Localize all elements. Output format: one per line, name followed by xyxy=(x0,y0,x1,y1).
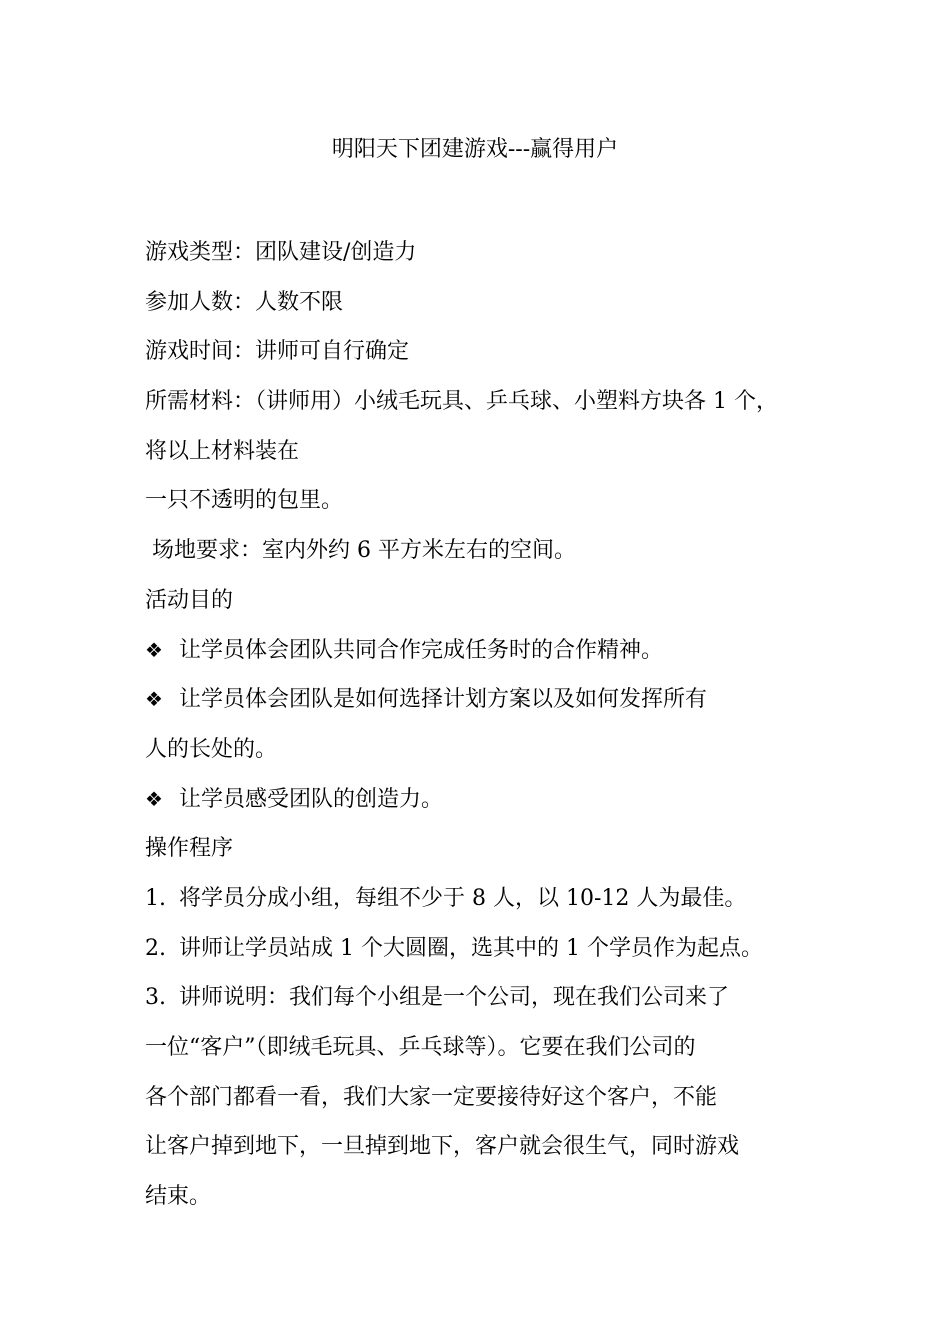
step-item xyxy=(145,924,835,974)
game-time-line: 游戏时间：讲师可自行确定 xyxy=(145,339,410,365)
step-continuation: 让客户掉到地下，一旦掉到地下，客户就会很生气，同时游戏 xyxy=(145,1134,740,1160)
diamond-bullet-icon: ❖ xyxy=(145,786,163,811)
bullet-text: 让学员感受团队的创造力。 xyxy=(179,786,444,812)
step-continuation: 结束。 xyxy=(145,1184,212,1210)
diamond-bullet-icon: ❖ xyxy=(145,687,163,712)
diamond-bullet-icon: ❖ xyxy=(145,637,163,662)
bullet-continuation: 人的长处的。 xyxy=(145,736,278,762)
bullet-text: 让学员体会团队是如何选择计划方案以及如何发挥所有 xyxy=(179,687,708,713)
materials-continuation-line: 将以上材料装在 xyxy=(145,438,300,464)
step-continuation: 一位“客户”（即绒毛玩具、乒乓球等）。它要在我们公司的 xyxy=(145,1035,696,1060)
step-text: 讲师说明：我们每个小组是一个公司，现在我们公司来了 xyxy=(179,985,730,1011)
bullet-text: 让学员体会团队共同合作完成任务时的合作精神。 xyxy=(179,637,664,663)
document-body xyxy=(145,228,835,1222)
step-number: 1. xyxy=(145,885,166,911)
section-purpose-heading: 活动目的 xyxy=(145,587,234,613)
materials-bag-line: 一只不透明的包里。 xyxy=(145,488,344,514)
bullet-item xyxy=(145,675,835,725)
document-title: 明阳天下团建游戏---赢得用户 xyxy=(331,137,619,162)
step-text: 讲师让学员站成 1 个大圆圈，选其中的 1 个学员作为起点。 xyxy=(179,935,763,961)
materials-line: 所需材料：（讲师用）小绒毛玩具、乒乓球、小塑料方块各 1 个， xyxy=(145,389,778,415)
participants-line: 参加人数：人数不限 xyxy=(145,289,344,315)
venue-line xyxy=(145,526,835,576)
bullet-item xyxy=(145,775,835,825)
step-text: 将学员分成小组，每组不少于 8 人，以 10-12 人为最佳。 xyxy=(179,885,747,911)
section-procedure-heading: 操作程序 xyxy=(145,836,234,862)
step-number: 3. xyxy=(145,985,166,1011)
step-item xyxy=(145,874,835,924)
bullet-item xyxy=(145,626,835,676)
step-continuation: 各个部门都看一看，我们大家一定要接待好这个客户，不能 xyxy=(145,1084,718,1110)
step-item xyxy=(145,973,835,1023)
step-number: 2. xyxy=(145,935,166,961)
venue-text: 场地要求：室内外约 6 平方米左右的空间。 xyxy=(152,538,576,564)
game-type-line: 游戏类型：团队建设/创造力 xyxy=(145,240,417,265)
